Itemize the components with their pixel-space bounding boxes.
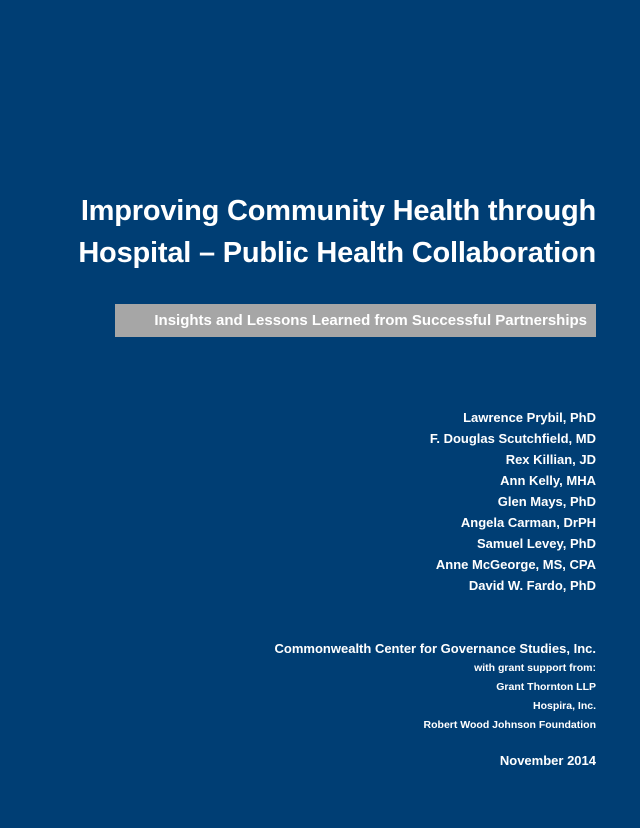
supporter-name: Robert Wood Johnson Foundation <box>423 719 596 731</box>
subtitle-text: Insights and Lessons Learned from Successful Partnerships <box>154 312 587 329</box>
author-name: Ann Kelly, MHA <box>500 473 596 488</box>
author-name: Rex Killian, JD <box>505 452 596 467</box>
supporter-name: Grant Thornton LLP <box>496 681 596 693</box>
author-list <box>196 407 596 596</box>
title-line-1: Improving Community Health through <box>80 195 596 227</box>
author-name: Samuel Levey, PhD <box>477 536 596 551</box>
author-name: Anne McGeorge, MS, CPA <box>435 557 596 572</box>
author-name: Angela Carman, DrPH <box>460 515 596 530</box>
organization-block <box>176 638 596 735</box>
title-line-2: Hospital – Public Health Collaboration <box>78 237 596 269</box>
author-name: Lawrence Prybil, PhD <box>463 410 596 425</box>
report-title <box>36 190 596 274</box>
publication-date: November 2014 <box>499 753 596 768</box>
grant-support-label: with grant support from: <box>474 662 596 674</box>
supporter-name: Hospira, Inc. <box>532 700 596 712</box>
author-name: F. Douglas Scutchfield, MD <box>429 431 596 446</box>
organization-name: Commonwealth Center for Governance Studies, Inc. <box>274 641 596 656</box>
author-name: Glen Mays, PhD <box>497 494 596 509</box>
author-name: David W. Fardo, PhD <box>468 578 596 593</box>
subtitle-banner <box>115 304 596 337</box>
